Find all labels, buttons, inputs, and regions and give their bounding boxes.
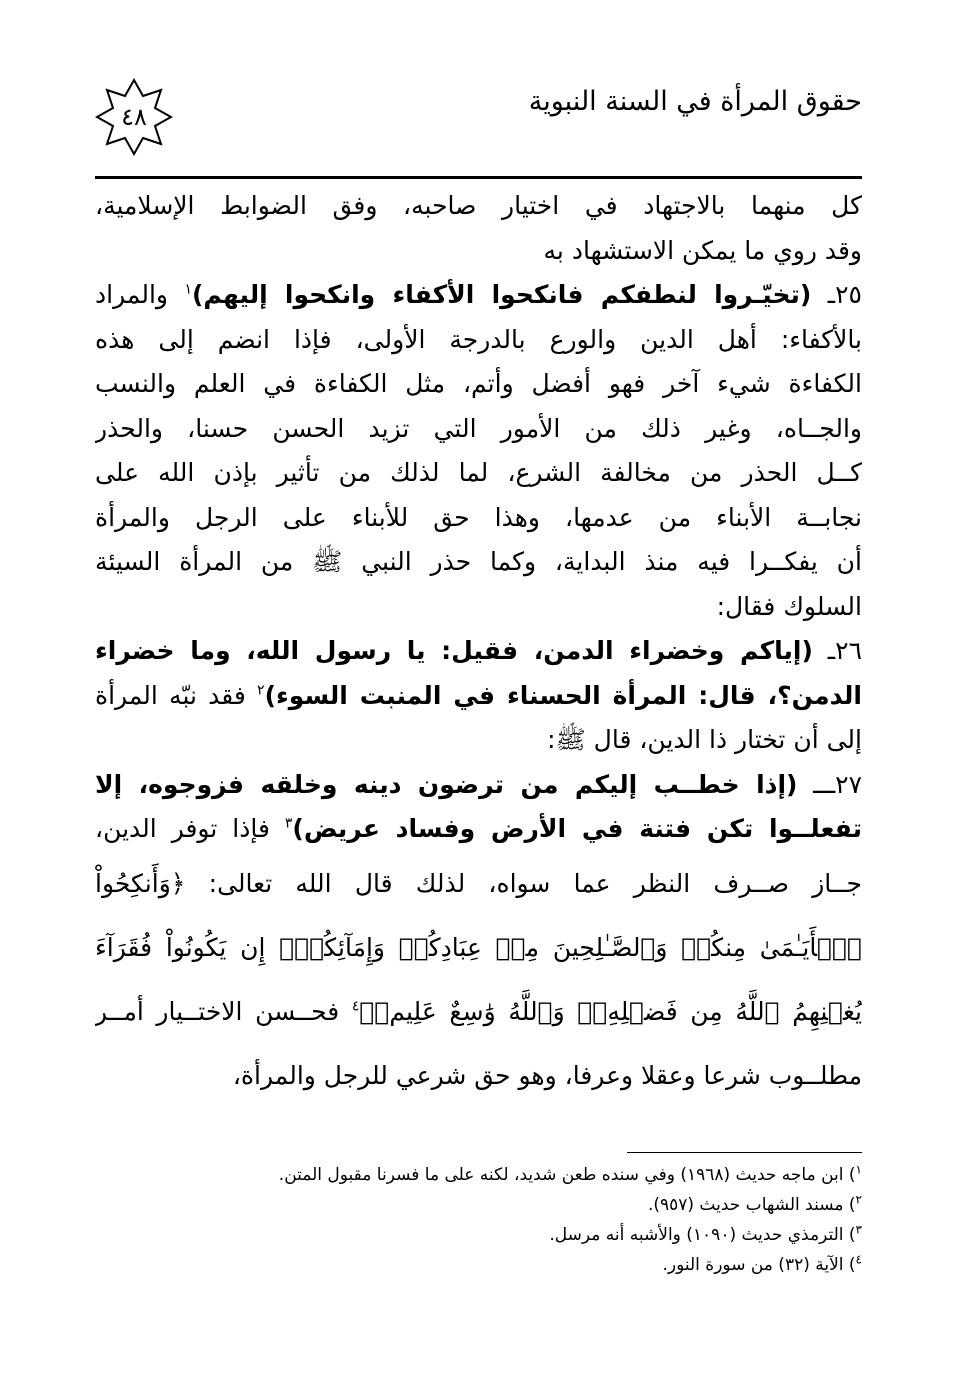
line-text: والجــاه، وغير ذلك من الأمور التي تزيد الحسن حسنا، والحذر <box>95 413 862 443</box>
hadith-number: ٢٥ـ <box>811 280 862 309</box>
text-line <box>95 1044 862 1108</box>
footnote-ref[interactable]: ٣ <box>284 815 293 832</box>
text-line <box>95 629 862 674</box>
hadith-number: ٢٧ـــ <box>797 769 862 799</box>
text-line <box>95 496 862 541</box>
footnote-mark: ٢ <box>855 1192 862 1207</box>
line-text: فقد نبّه المرأة <box>95 680 258 710</box>
hadith-text: تفعلــوا تكن فتنة في الأرض وفساد عريض) <box>292 814 862 843</box>
text-line <box>95 916 862 980</box>
text-line <box>95 763 862 808</box>
footnote-mark: ٤ <box>855 1252 862 1267</box>
line-text: وقد روي ما يمكن الاستشهاد به <box>543 235 862 265</box>
line-text: أن يفكــرا فيه منذ البداية، وكما حذر النبي ﷺ من المرأة السيئة <box>95 547 862 576</box>
line-text: مطلــوب شرعا وعقلا وعرفا، وهو حق شرعي للرجل والمرأة، <box>232 1060 862 1090</box>
footnote-ref[interactable]: ١ <box>184 281 192 298</box>
text-line <box>95 362 862 407</box>
footnote-text: ) مسند الشهاب حديث (٩٥٧). <box>647 1195 856 1215</box>
footnote <box>95 1250 862 1280</box>
footnote-ref[interactable]: ٤ <box>351 998 360 1015</box>
line-text: الكفاءة شيء آخر فهو أفضل وأتم، مثل الكفاءة في العلم والنسب <box>95 369 862 398</box>
line-text: السلوك فقال: <box>716 591 862 621</box>
footnote-text: ) الترمذي حديث (١٠٩٠) والأشبه أنه مرسل. <box>549 1225 856 1245</box>
footnote <box>95 1220 862 1250</box>
text-line <box>95 451 862 496</box>
text-line <box>95 718 862 763</box>
main-text <box>95 184 862 1108</box>
footnotes <box>95 1160 862 1280</box>
page-number: ٤٨ <box>121 103 147 131</box>
footnote-mark: ١ <box>855 1162 862 1177</box>
hadith-text: (تخيّـروا لنطفكم فانكحوا الأكفاء وانكحوا إليهم) <box>191 280 812 309</box>
hadith-text: (إياكم وخضراء الدمن، فقيل: يا رسول الله، وما خضراء <box>95 636 813 665</box>
hadith-text: (إذا خطــب إليكم من ترضون دينه وخلقه فزوجوه، إلا <box>95 769 798 799</box>
line-text: إلى أن تختار ذا الدين، قال ﷺ: <box>547 725 862 754</box>
footnote-text: ) ابن ماجه حديث (١٩٦٨) وفي سنده طعن شديد، لكنه على ما فسرنا مقبول المتن. <box>278 1165 856 1185</box>
text-line <box>95 229 862 274</box>
text-line <box>95 540 862 585</box>
footnote-text: ) الآية (٣٢) من سورة النور. <box>662 1255 856 1275</box>
running-title: حقوق المرأة في السنة النبوية <box>528 86 862 117</box>
quran-verse: ٱلۡأَيَـٰمَىٰ مِنكُمۡ وَٱلصَّـٰلِحِينَ مِنۡ عِبَادِكُمۡ وَإِمَآئِكُمۡۚ إِن يَكُونُواْ فُقَرَآءَ <box>95 932 862 962</box>
text-line <box>95 407 862 452</box>
line-text: بالأكفاء: أهل الدين والورع بالدرجة الأولى، فإذا انضم إلى هذه <box>95 324 862 354</box>
line-text: يُغۡنِهِمُ ٱللَّهُ مِن فَضۡلِهِۦۗ وَٱللَّهُ وَٰسِعٌ عَلِيمٞ﴾ <box>359 996 862 1026</box>
footnote <box>95 1190 862 1220</box>
text-line <box>95 585 862 630</box>
line-text: والمراد <box>95 280 185 309</box>
text-line <box>95 273 862 318</box>
text-line <box>95 184 862 229</box>
hadith-text: الدمن؟، قال: المرأة الحسناء في المنبت السوء) <box>264 680 862 710</box>
line-text: كل منهما بالاجتهاد في اختيار صاحبه، وفق الضوابط الإسلامية، <box>95 191 862 220</box>
text-line <box>95 852 862 916</box>
line-text: فحــسن الاختــيار أمــر <box>95 996 352 1026</box>
footnote <box>95 1160 862 1190</box>
footnote-mark: ٣ <box>855 1222 862 1237</box>
page-number-badge <box>95 78 173 156</box>
text-line <box>95 980 862 1044</box>
text-line <box>95 318 862 363</box>
line-text: كــل الحذر من مخالفة الشرع، لما لذلك من تأثير بإذن الله على <box>95 458 862 487</box>
text-line <box>95 674 862 719</box>
page-header <box>95 78 862 168</box>
footnote-rule <box>627 1152 862 1153</box>
footnote-ref[interactable]: ٢ <box>257 682 265 699</box>
line-text: نجابــة الأبناء من عدمها، وهذا حق للأبناء على الرجل والمرأة <box>95 502 862 532</box>
text-line <box>95 807 862 852</box>
line-text: فإذا توفر الدين، <box>95 814 285 843</box>
line-text: جــاز صــرف النظر عما سواه، لذلك قال الله تعالى: ﴿وَأَنكِحُواْ <box>95 868 862 898</box>
header-rule <box>95 176 862 179</box>
hadith-number: ٢٦ـ <box>812 636 862 665</box>
